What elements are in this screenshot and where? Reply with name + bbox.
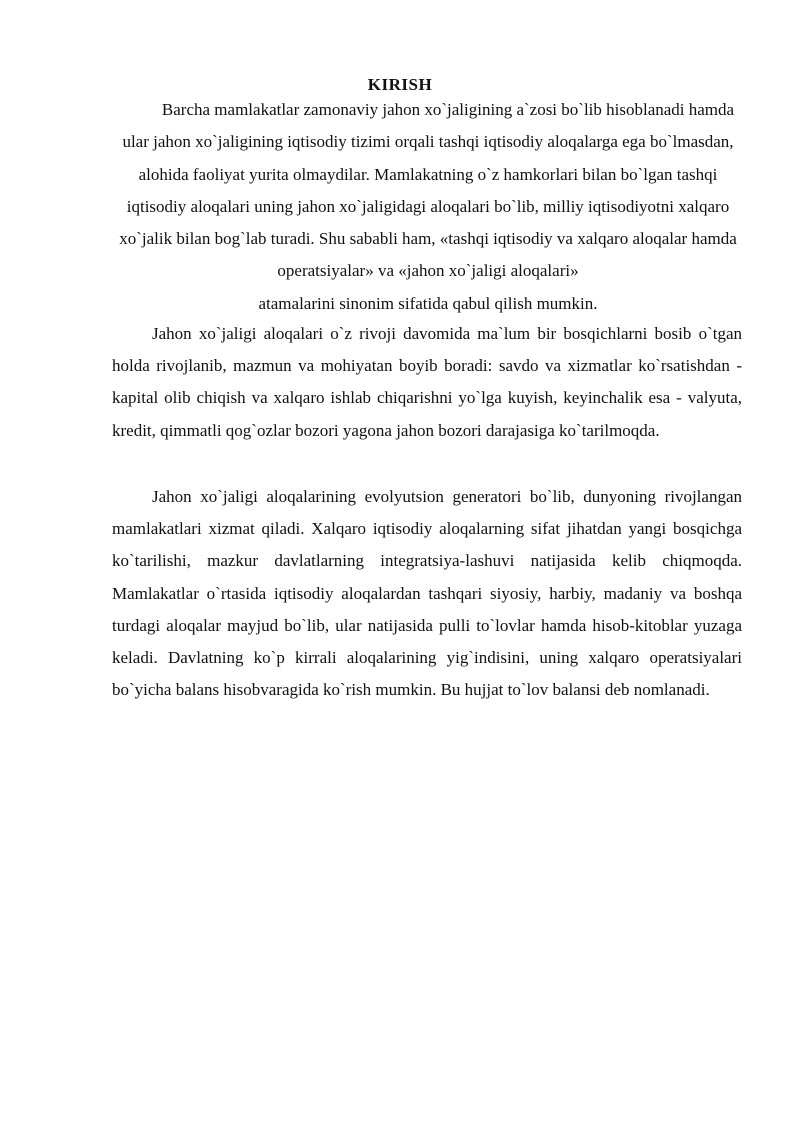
body-paragraph-2: Jahon xo`jaligi aloqalari o`z rivoji davomida ma`lum bir bosqichlarni bosib o`tgan holda rivojlanib, mazmun va mohiyatan boyib boradi: savdo va xizmatlar ko`rsatishdan - kapital olib chiqish va xalqaro ishlab chiqarishni yo`lga kuyish, keyinchalik esa - valyuta, kredit, qimmatli qog`ozlar bozori yagona jahon bozori darajasiga ko`tarilmoqda. xyxy=(112,324,742,440)
intro-paragraph-tail: atamalarini sinonim sifatida qabul qilish mumkin. xyxy=(258,293,598,313)
body-paragraph-3: Jahon xo`jaligi aloqalarining evolyutsion generatori bo`lib, dunyoning rivojlangan mamlakatlari xizmat qiladi. Xalqaro iqtisodiy aloqalarning sifat jihatdan yangi bosqichga ko`tarilishi, mazkur davlatlarning integratsiya-lashuvi natijasida kelib chiqmoqda. Mamlakatlar o`rtasida iqtisodiy aloqalardan tashqari siyosiy, harbiy, madaniy va boshqa turdagi aloqalar mayjud bo`lib, ular natijasida pulli to`lovlar hamda hisob-kitoblar yuzaga keladi. Davlatning ko`p kirrali aloqalarining yig`indisini, uning xalqaro operatsiyalari bo`yicha balans hisobvaragida ko`rish mumkin. Bu hujjat to`lov balansi deb nomlanadi. xyxy=(112,487,742,700)
intro-paragraph xyxy=(112,94,744,320)
page-title: KIRISH xyxy=(367,75,433,94)
intro-paragraph-text: Barcha mamlakatlar zamonaviy jahon xo`jaligining a`zosi bo`lib hisoblanadi hamda ular jahon xo`jaligining iqtisodiy tizimi orqali tashqi iqtisodiy aloqalarga ega bo`lmasdan, alohida faoliyat yurita olmaydilar. Mamlakatning o`z hamkorlari bilan bo`lgan tashqi iqtisodiy aloqalari uning jahon xo`jaligidagi aloqalari bo`lib, milliy iqtisodiyotni xalqaro xo`jalik bilan bog`lab turadi. Shu sababli ham, «tashqi iqtisodiy va xalqaro aloqalar hamda operatsiyalar» va «jahon xo`jaligi aloqalari» xyxy=(119,100,737,281)
